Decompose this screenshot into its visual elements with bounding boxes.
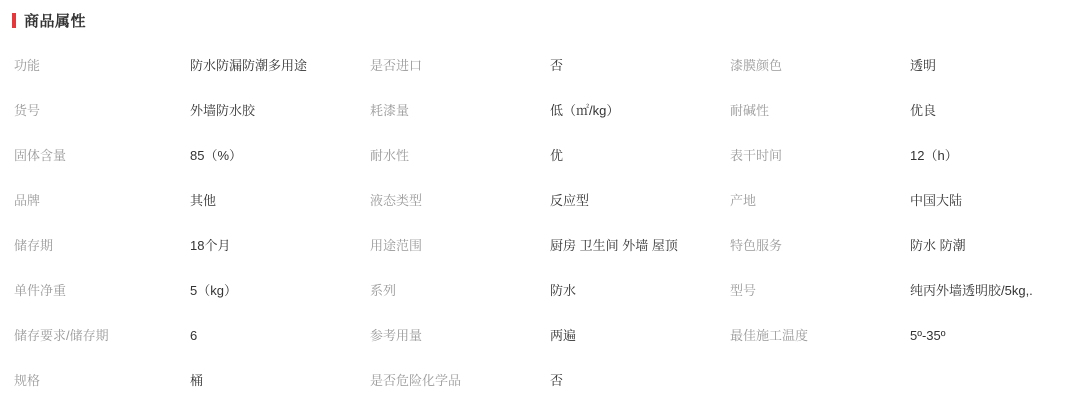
attribute-value: 中国大陆 bbox=[910, 192, 963, 208]
attribute-label: 最佳施工温度 bbox=[730, 327, 809, 343]
attribute-label bbox=[730, 358, 910, 403]
attribute-value: 否 bbox=[550, 372, 564, 388]
attribute-label: 漆膜颜色 bbox=[730, 57, 783, 73]
attribute-label: 货号 bbox=[14, 102, 41, 118]
attribute-value bbox=[910, 358, 1087, 403]
attribute-value: 桶 bbox=[190, 372, 204, 388]
attribute-value: 5（kg） bbox=[190, 282, 237, 298]
attribute-value: 防水 防潮 bbox=[910, 237, 966, 253]
attribute-label: 耐碱性 bbox=[730, 102, 770, 118]
attribute-value: 外墙防水胶 bbox=[190, 102, 256, 118]
attribute-value: 优 bbox=[550, 147, 564, 163]
attribute-label: 单件净重 bbox=[14, 282, 67, 298]
attributes-grid bbox=[0, 43, 1087, 403]
panel-header bbox=[0, 0, 1087, 43]
attribute-value: 85（%） bbox=[190, 147, 243, 163]
attribute-value: 5º-35º bbox=[910, 327, 946, 343]
accent-bar-icon bbox=[12, 13, 16, 28]
attribute-label: 功能 bbox=[14, 57, 41, 73]
attribute-value: 18个月 bbox=[190, 237, 231, 253]
attribute-label: 是否危险化学品 bbox=[370, 372, 462, 388]
attribute-label: 固体含量 bbox=[14, 147, 67, 163]
attribute-label: 系列 bbox=[370, 282, 397, 298]
attribute-label: 用途范围 bbox=[370, 237, 423, 253]
attribute-label: 是否进口 bbox=[370, 57, 423, 73]
attribute-label: 特色服务 bbox=[730, 237, 783, 253]
attribute-value: 6 bbox=[190, 327, 198, 343]
attribute-label: 品牌 bbox=[14, 192, 41, 208]
attribute-label: 参考用量 bbox=[370, 327, 423, 343]
attribute-label: 耗漆量 bbox=[370, 102, 410, 118]
attribute-label: 表干时间 bbox=[730, 147, 783, 163]
attribute-label: 型号 bbox=[730, 282, 757, 298]
attribute-value: 12（h） bbox=[910, 147, 958, 163]
attribute-value: 反应型 bbox=[550, 192, 590, 208]
attribute-value: 防水 bbox=[550, 282, 577, 298]
attribute-label: 储存期 bbox=[14, 237, 54, 253]
attribute-value: 透明 bbox=[910, 57, 937, 73]
attribute-value: 厨房 卫生间 外墙 屋顶 bbox=[550, 237, 678, 253]
attribute-value: 其他 bbox=[190, 192, 217, 208]
attribute-label: 液态类型 bbox=[370, 192, 423, 208]
page-title: 商品属性 bbox=[24, 13, 87, 30]
attribute-label: 耐水性 bbox=[370, 147, 410, 163]
attribute-label: 储存要求/储存期 bbox=[14, 327, 109, 343]
attribute-value: 优良 bbox=[910, 102, 937, 118]
attribute-value: 纯丙外墙透明胶/5kg,. bbox=[910, 282, 1033, 298]
attribute-label: 规格 bbox=[14, 372, 41, 388]
attribute-value: 低（㎡/kg） bbox=[550, 102, 620, 118]
attribute-value: 否 bbox=[550, 57, 564, 73]
attribute-value: 两遍 bbox=[550, 327, 577, 343]
attribute-label: 产地 bbox=[730, 192, 757, 208]
attribute-value: 防水防漏防潮多用途 bbox=[190, 57, 308, 73]
